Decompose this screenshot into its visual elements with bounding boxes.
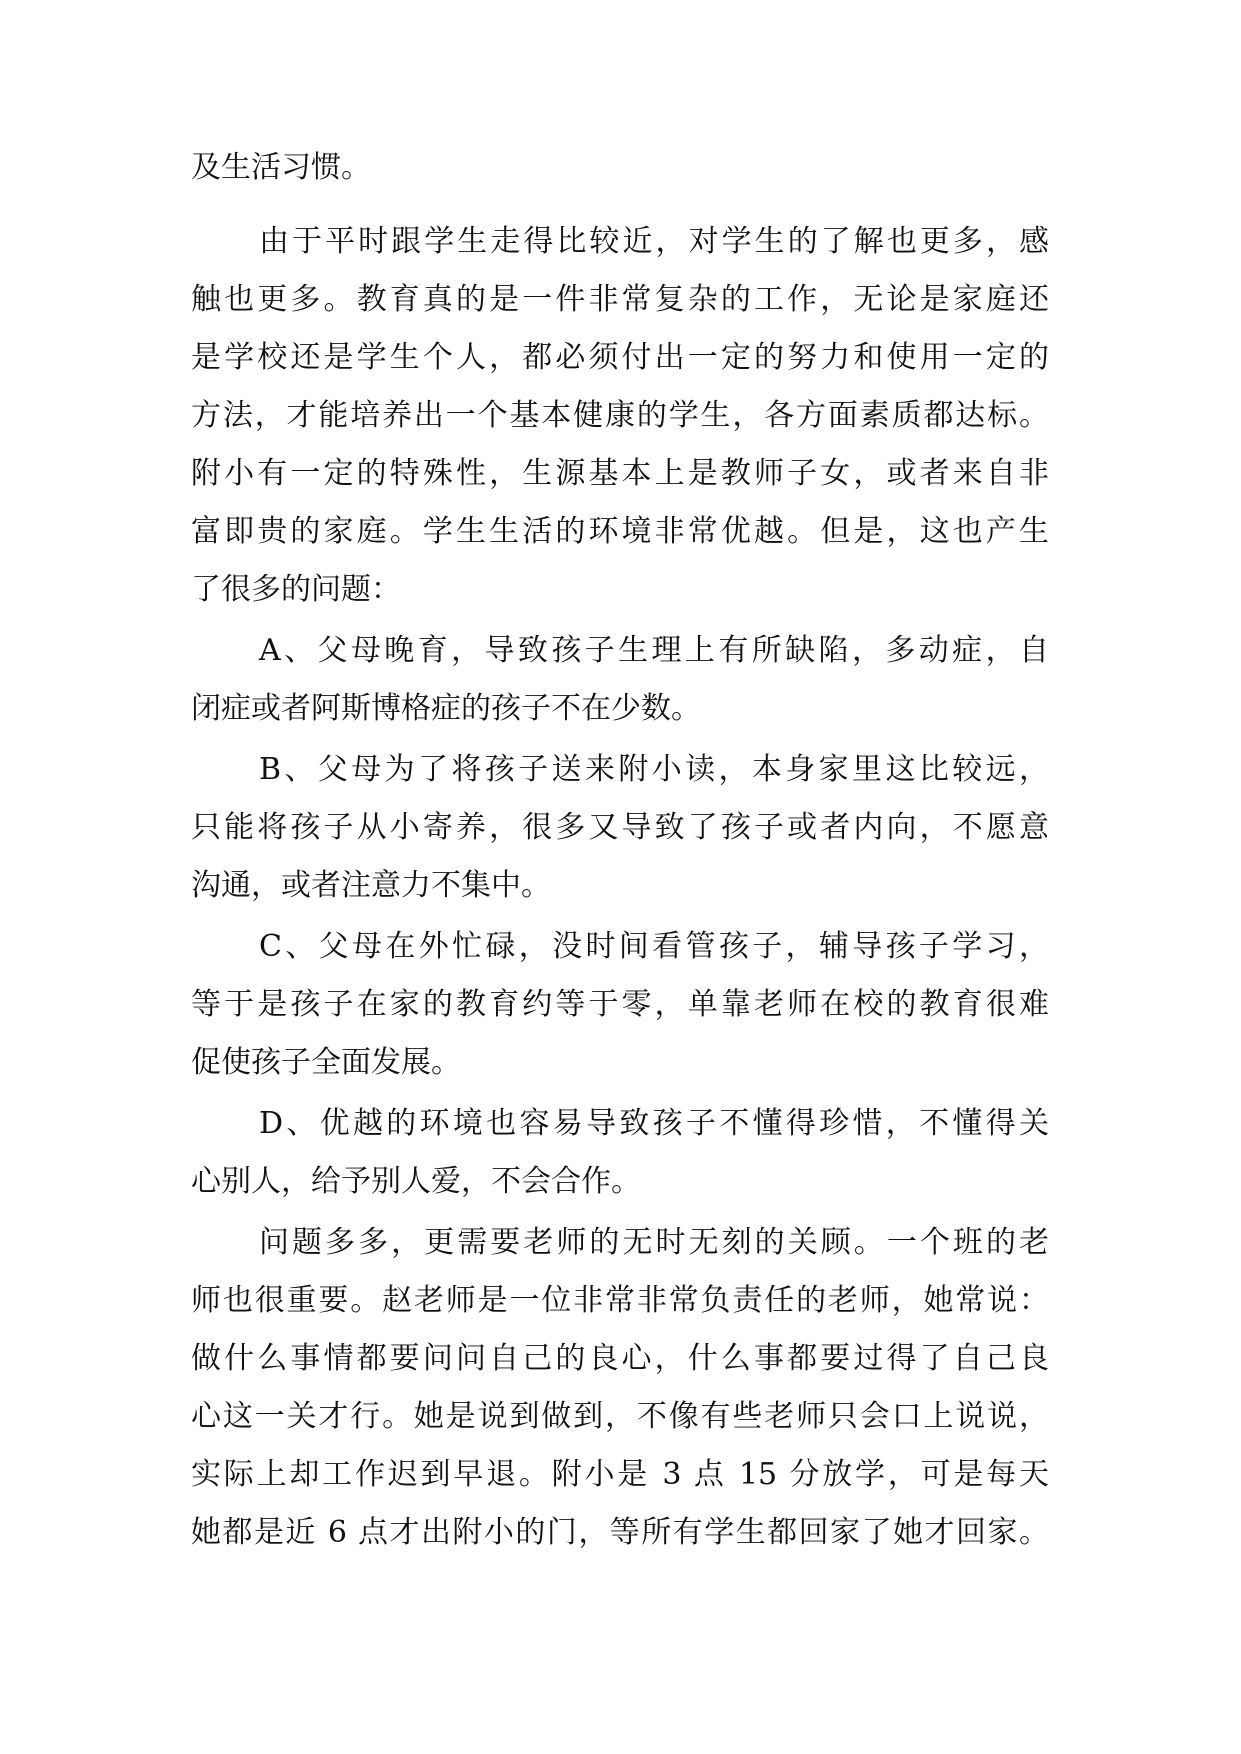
text-line — [0, 138, 1241, 198]
paragraph-text: 心这一关才行。她是说到做到，不像有些老师只会口上说说， — [191, 1399, 1049, 1434]
text-line — [0, 856, 1241, 916]
paragraph-text: 心别人，给予别人爱，不会合作。 — [191, 1164, 641, 1199]
text-line — [0, 328, 1241, 388]
list-item-d: D、优越的环境也容易导致孩子不懂得珍惜，不懂得关 — [259, 1106, 1049, 1141]
text-line — [0, 560, 1241, 620]
text-line — [0, 1329, 1241, 1389]
text-line — [0, 798, 1241, 858]
text-line — [0, 444, 1241, 504]
paragraph-text: 富即贵的家庭。学生生活的环境非常优越。但是，这也产生 — [191, 514, 1049, 549]
paragraph-text: 她都是近 6 点才出附小的门，等所有学生都回家了她才回家。 — [191, 1515, 1049, 1550]
text-line — [0, 1213, 1241, 1273]
list-item-a: A、父母晚育，导致孩子生理上有所缺陷，多动症，自 — [259, 633, 1049, 668]
text-line — [0, 1033, 1241, 1093]
text-line — [0, 1271, 1241, 1331]
paragraph-text: 实际上却工作迟到早退。附小是 3 点 15 分放学，可是每天 — [191, 1457, 1049, 1492]
text-line — [0, 270, 1241, 330]
text-line — [0, 1152, 1241, 1212]
text-line — [0, 621, 1241, 681]
paragraph-text: 等于是孩子在家的教育约等于零，单靠老师在校的教育很难 — [191, 987, 1049, 1022]
text-line — [0, 212, 1241, 272]
text-line — [0, 917, 1241, 977]
paragraph-text: 闭症或者阿斯博格症的孩子不在少数。 — [191, 691, 701, 726]
text-line — [0, 740, 1241, 800]
paragraph-text: 及生活习惯。 — [191, 150, 371, 185]
paragraph-text: 沟通，或者注意力不集中。 — [191, 868, 551, 903]
paragraph-text: 是学校还是学生个人，都必须付出一定的努力和使用一定的 — [191, 340, 1049, 375]
paragraph-text: 方法，才能培养出一个基本健康的学生，各方面素质都达标。 — [191, 398, 1049, 433]
paragraph-text: 只能将孩子从小寄养，很多又导致了孩子或者内向，不愿意 — [191, 810, 1049, 845]
paragraph-text: 问题多多，更需要老师的无时无刻的关顾。一个班的老 — [259, 1225, 1049, 1260]
paragraph-text: 附小有一定的特殊性，生源基本上是教师子女，或者来自非 — [191, 456, 1049, 491]
paragraph-text: 师也很重要。赵老师是一位非常非常负责任的老师，她常说： — [191, 1283, 1049, 1318]
text-line — [0, 502, 1241, 562]
text-line — [0, 1445, 1241, 1505]
list-item-b: B、父母为了将孩子送来附小读，本身家里这比较远， — [259, 752, 1049, 787]
text-line — [0, 1503, 1241, 1563]
text-line — [0, 1094, 1241, 1154]
text-line — [0, 1387, 1241, 1447]
paragraph-text: 触也更多。教育真的是一件非常复杂的工作，无论是家庭还 — [191, 282, 1049, 317]
paragraph-text: 由于平时跟学生走得比较近，对学生的了解也更多，感 — [259, 224, 1049, 259]
text-line — [0, 975, 1241, 1035]
paragraph-text: 促使孩子全面发展。 — [191, 1045, 461, 1080]
list-item-c: C、父母在外忙碌，没时间看管孩子，辅导孩子学习， — [259, 929, 1049, 964]
text-line — [0, 679, 1241, 739]
text-line — [0, 386, 1241, 446]
paragraph-text: 了很多的问题： — [191, 572, 401, 607]
paragraph-text: 做什么事情都要问问自己的良心，什么事都要过得了自己良 — [191, 1341, 1049, 1376]
